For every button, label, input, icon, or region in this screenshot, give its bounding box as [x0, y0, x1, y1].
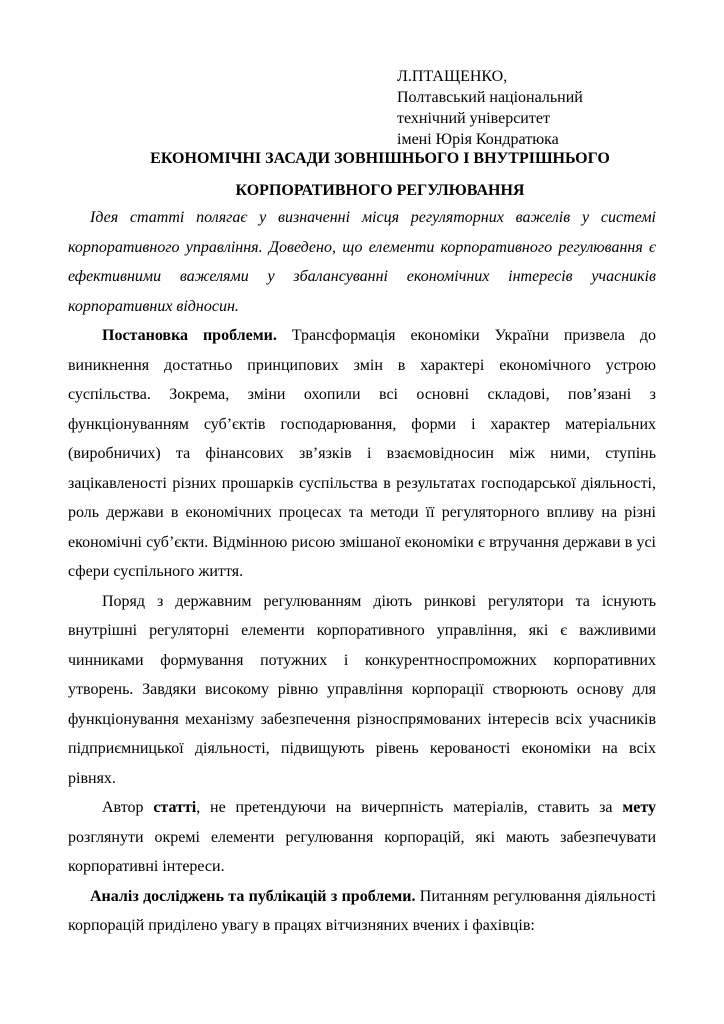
- paragraph-goal: [68, 793, 656, 882]
- goal-keyword-article: статті: [153, 799, 197, 816]
- goal-text-3: розглянути окремі елементи регулювання корпорацій, які мають забезпечувати корпоративні інтереси.: [68, 828, 656, 875]
- section-analysis-text: Питанням регулювання діяльності корпорацій приділено увагу в працях вітчизняних вчених і фахівців:: [68, 887, 657, 934]
- author-block: [397, 66, 583, 150]
- section-problem-statement: [68, 321, 656, 587]
- affiliation-line-2: технічний університет: [397, 110, 550, 127]
- abstract: Ідея статті полягає у визначенні місця регуляторних важелів у системі корпоративного управління. Доведено, що елементи корпоративного регулювання є ефективними важелями у збалансуванні економічних інтересів учасників корпоративних відносин.: [68, 209, 656, 315]
- goal-text-1: Автор: [102, 799, 154, 816]
- paragraph-regulators: Поряд з державним регулюванням діють ринкові регулятори та існують внутрішні регуляторні елементи корпоративного управління, які є важливими чинниками формування потужних і конкурентноспроможних корпоративних утворень. Завдяки високому рівню управління корпорації створюють основу для функціонування механізму забезпечення різноспрямованих інтересів всіх учасників підприємницької діяльності, підвищують рівень керованості економіки на всіх рівнях.: [68, 592, 656, 787]
- title-line-2: КОРПОРАТИВНОГО РЕГУЛЮВАННЯ: [235, 182, 525, 199]
- title-line-1: ЕКОНОМІЧНІ ЗАСАДИ ЗОВНІШНЬОГО І ВНУТРІШНЬОГО: [150, 150, 610, 167]
- author-name: Л.ПТАЩЕНКО,: [397, 68, 508, 85]
- affiliation-line-1: Полтавський національний: [397, 89, 583, 106]
- goal-text-2: , не претендуючи на вичерпність матеріалів, ставить за: [196, 799, 623, 816]
- affiliation-line-3: імені Юрія Кондратюка: [397, 131, 559, 148]
- article-title: [60, 143, 700, 207]
- goal-keyword-goal: мету: [622, 799, 657, 816]
- section-problem-text: Трансформація економіки України призвела до виникнення достатньо принципових змін в характері економічного устрою суспільства. Зокрема, зміни охопили всі основні складові, пов’язані з функціонуванням суб’єктів господарювання, форми і характер матеріальних (виробничих) та фінансових зв’язків і взаємовідносин між ними, ступінь зацікавленості різних прошарків суспільства в результатах господарської діяльності, роль держави в економічних процесах та методи її регуляторного впливу на різні економічні суб’єкти. Відмінною рисою змішаної економіки є втручання держави в усі сфери суспільного життя.: [68, 327, 657, 580]
- section-heading-analysis: Аналіз досліджень та публікацій з проблеми.: [90, 887, 416, 905]
- section-heading-problem: Постановка проблеми.: [102, 327, 277, 344]
- article-body: [68, 203, 656, 941]
- section-analysis: [68, 882, 656, 941]
